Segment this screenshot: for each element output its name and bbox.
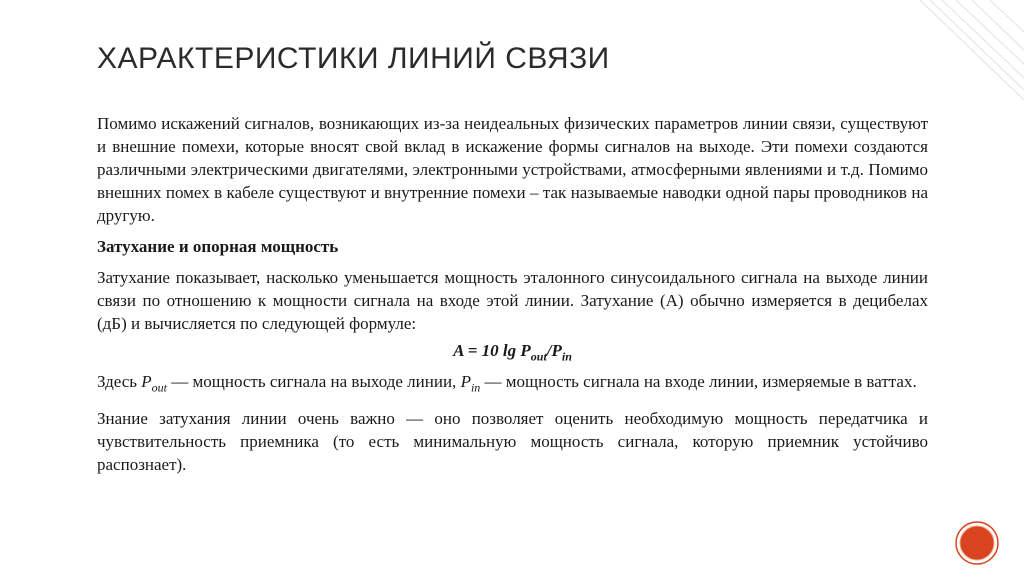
def-sub-in: in <box>470 380 481 395</box>
formula-lhs: A = 10 lg P <box>453 341 531 360</box>
formula-sub-in: in <box>561 349 572 364</box>
page-title: ХАРАКТЕРИСТИКИ ЛИНИЙ СВЯЗИ <box>97 42 610 75</box>
def-p-in: P <box>460 372 471 392</box>
circle-badge-icon <box>955 521 999 565</box>
formula-sub-out: out <box>530 349 547 364</box>
def-prefix: Здесь <box>97 372 142 392</box>
formula <box>97 339 928 368</box>
paragraph-noise: Помимо искажений сигналов, возникающих из-за неидеальных физических параметров линии связи, существуют и внешние помехи, которые вносят свой вклад в искажение формы сигналов на выходе. Эти помехи создаются различными электрическими двигателями, электронными устройствами, атмосферными явлениями и т.д. Помимо внешних помех в кабеле существуют и внутренние помехи – так называемые наводки одной пары проводников на другую. <box>97 114 928 225</box>
paragraph-attenuation: Затухание показывает, насколько уменьшается мощность эталонного синусоидального сигнала на выходе линии связи по отношению к мощности сигнала на входе этой линии. Затухание (A) обычно измеряется в децибелах (дБ) и вычисляется по следующей формуле: <box>97 268 928 333</box>
slide-body <box>97 112 928 476</box>
def-middle: — мощность сигнала на выходе линии, <box>167 372 461 392</box>
def-p-out: P <box>141 372 152 392</box>
subheading-attenuation: Затухание и опорная мощность <box>97 237 339 256</box>
paragraph-definitions <box>97 370 928 399</box>
formula-slash: /P <box>546 341 562 360</box>
def-sub-out: out <box>151 380 167 395</box>
paragraph-importance: Знание затухания линии очень важно — оно позволяет оценить необходимую мощность передатчика и чувствительность приемника (то есть минимальную мощность сигнала, которую приемник устойчиво распознает). <box>97 408 928 474</box>
def-suffix: — мощность сигнала на входе линии, измеряемые в ваттах. <box>480 372 917 392</box>
corner-decoration <box>920 0 1024 100</box>
